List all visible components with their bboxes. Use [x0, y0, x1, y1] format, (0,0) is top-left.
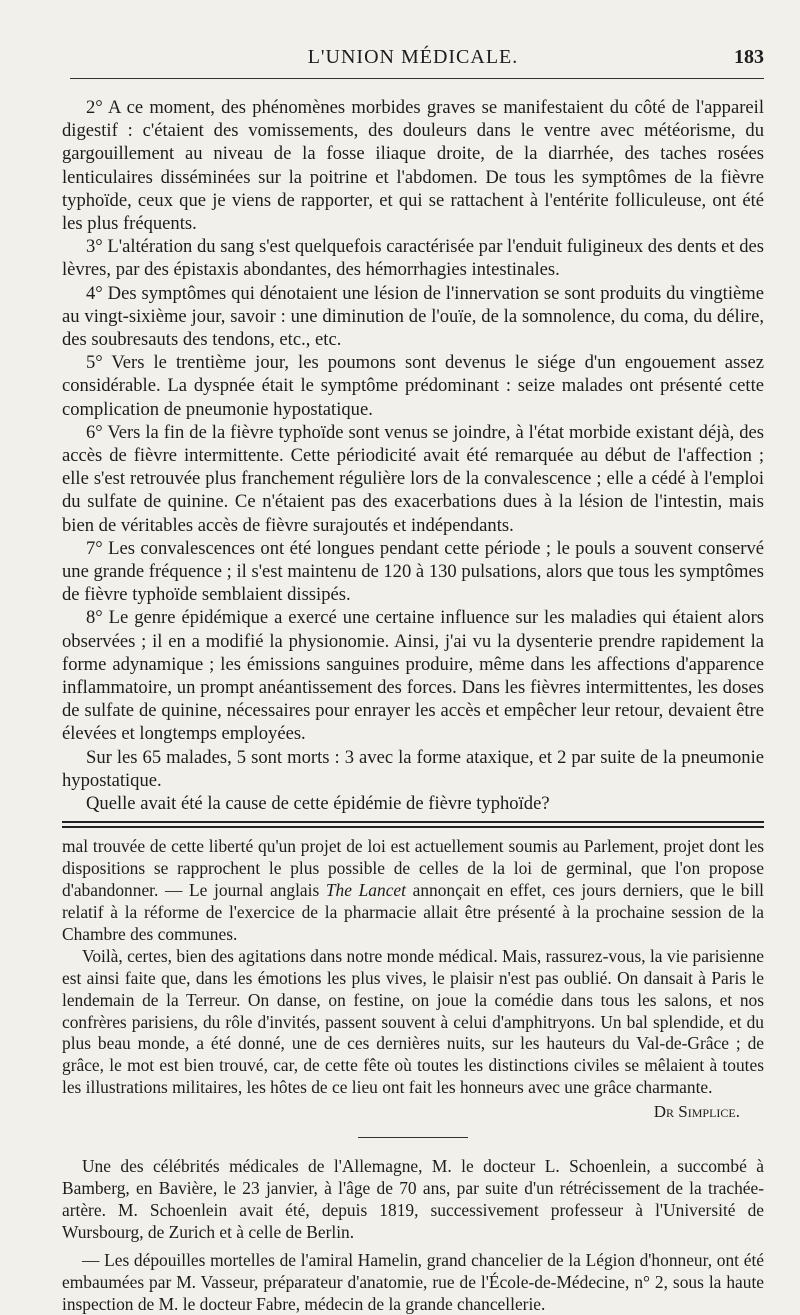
page-header	[62, 0, 764, 76]
news-paragraph: — Les dépouilles mortelles de l'amiral Hamelin, grand chancelier de la Légion d'honneur, ont été embaumées par M. Vasseur, préparateur d'anatomie, rue de l'École-de-Médecine, n° 2, sous la haute inspection de M. le docteur Fabre, médecin de la grande chancellerie.	[62, 1249, 764, 1314]
feuilleton-divider	[62, 821, 764, 828]
section-rule	[358, 1137, 468, 1138]
header-rule	[70, 78, 764, 79]
feuilleton-section	[62, 836, 764, 1123]
article-body	[62, 76, 764, 815]
feuilleton-text: annonçait en effet, ces jours derniers, que le bill relatif à la réforme de l'exercice de la pharmacie allait être présenté à la prochaine session de la Chambre des communes.	[62, 880, 764, 944]
news-paragraph: Une des célébrités médicales de l'Allemagne, M. le docteur L. Schoenlein, a succombé à Bamberg, en Bavière, le 23 janvier, à l'âge de 70 ans, par suite d'un rétrécissement de la trachée-artère. M. Schoenlein avait été, depuis 1819, successivement professeur à l'Université de Wursbourg, de Zurich et à celle de Berlin.	[62, 1156, 764, 1242]
article-paragraph: 6° Vers la fin de la fièvre typhoïde sont venus se joindre, à l'état morbide existant déjà, des accès de fièvre intermittente. Cette périodicité avait été remarquée au début de l'affection ; elle s'est retrouvée plus franchement régulière lors de la convalescence ; elle a cédé à l'emploi du sulfate de quinine. Ce n'étaient pas des exacerbations dues à la lésion de l'intestin, mais bien de véritables accès de fièvre surajoutés et indépendants.	[62, 421, 764, 536]
journal-title: The Lancet	[325, 880, 406, 901]
article-paragraph: 2° A ce moment, des phénomènes morbides graves se manifestaient du côté de l'appareil digestif : c'étaient des vomissements, des douleurs dans le ventre avec météorisme, du gargouillement au niveau de la fosse iliaque droite, de la diarrhée, des taches rosées lenticulaires disséminées sur la poitrine et l'abdomen. De tous les symptômes de la fièvre typhoïde, ceux que je viens de rapporter, et qui se rattachent à l'entérite folliculeuse, ont été les plus fréquents.	[62, 97, 764, 235]
author-signature: Dr Simplice.	[653, 1102, 740, 1122]
feuilleton-paragraph: Voilà, certes, bien des agitations dans notre monde médical. Mais, rassurez-vous, la vie parisienne est ainsi faite que, dans les émotions les plus vives, le plaisir n'est pas oublié. On dansait à Paris le lendemain de la Terreur. On danse, on festine, on joue la comédie dans tous les salons, et nos confrères parisiens, du rôle d'invités, passent souvent à celui d'amphitryons. Un bal splendide, et du plus beau monde, a été donné, une de ces dernières nuits, sur les hauteurs du Val-de-Grâce ; de grâce, le mot est bien trouvé, car, de cette fête où toutes les distinctions civiles se mêlaient à toutes les illustrations militaires, les hôtes de ce lieu ont fait les honneurs avec une grâce charmante.	[62, 945, 764, 1098]
page-number: 183	[734, 46, 764, 68]
running-title: L'UNION MÉDICALE.	[307, 46, 519, 68]
article-paragraph: 5° Vers le trentième jour, les poumons sont devenus le siége d'un engouement assez considérable. La dyspnée était le symptôme prédominant : seize malades ont présenté cette complication de pneumonie hypostatique.	[62, 352, 764, 420]
article-paragraph: Quelle avait été la cause de cette épidémie de fièvre typhoïde?	[86, 793, 550, 815]
article-paragraph: 3° L'altération du sang s'est quelquefois caractérisée par l'enduit fuligineux des dents et des lèvres, par des épistaxis abondantes, des hémorrhagies intestinales.	[62, 236, 764, 281]
article-paragraph: Sur les 65 malades, 5 sont morts : 3 avec la forme ataxique, et 2 par suite de la pneumonie hypostatique.	[62, 746, 764, 791]
news-section	[62, 1156, 764, 1315]
article-paragraph: 8° Le genre épidémique a exercé une certaine influence sur les maladies qui étaient alors observées ; il en a modifié la physionomie. Ainsi, j'ai vu la dysenterie prendre rapidement la forme adynamique ; les émissions sanguines produire, même dans les affections d'apparence inflammatoire, un prompt anéantissement des forces. Dans les fièvres intermittentes, les doses de sulfate de quinine, nécessaires pour enrayer les accès et empêcher leur retour, devaient être élevées et longtemps employées.	[62, 607, 764, 745]
article-paragraph: 4° Des symptômes qui dénotaient une lésion de l'innervation se sont produits du vingtième au vingt-sixième jour, savoir : une diminution de l'ouïe, de la somnolence, du coma, du délire, des soubresauts des tendons, etc., etc.	[62, 282, 764, 351]
feuilleton-text: mal trouvée de cette liberté qu'un projet de loi est actuellement soumis au Parlement, projet dont les dispositions se rapprochent le plus possible de celles de la loi de germinal, que l'on propose d'abandonner. — Le journal anglais	[62, 836, 764, 901]
article-paragraph: 7° Les convalescences ont été longues pendant cette période ; le pouls a souvent conservé une grande fréquence ; il s'est maintenu de 120 à 130 pulsations, alors que tous les symptômes de fièvre typhoïde semblaient dissipés.	[62, 537, 765, 606]
feuilleton-paragraph	[62, 836, 764, 946]
